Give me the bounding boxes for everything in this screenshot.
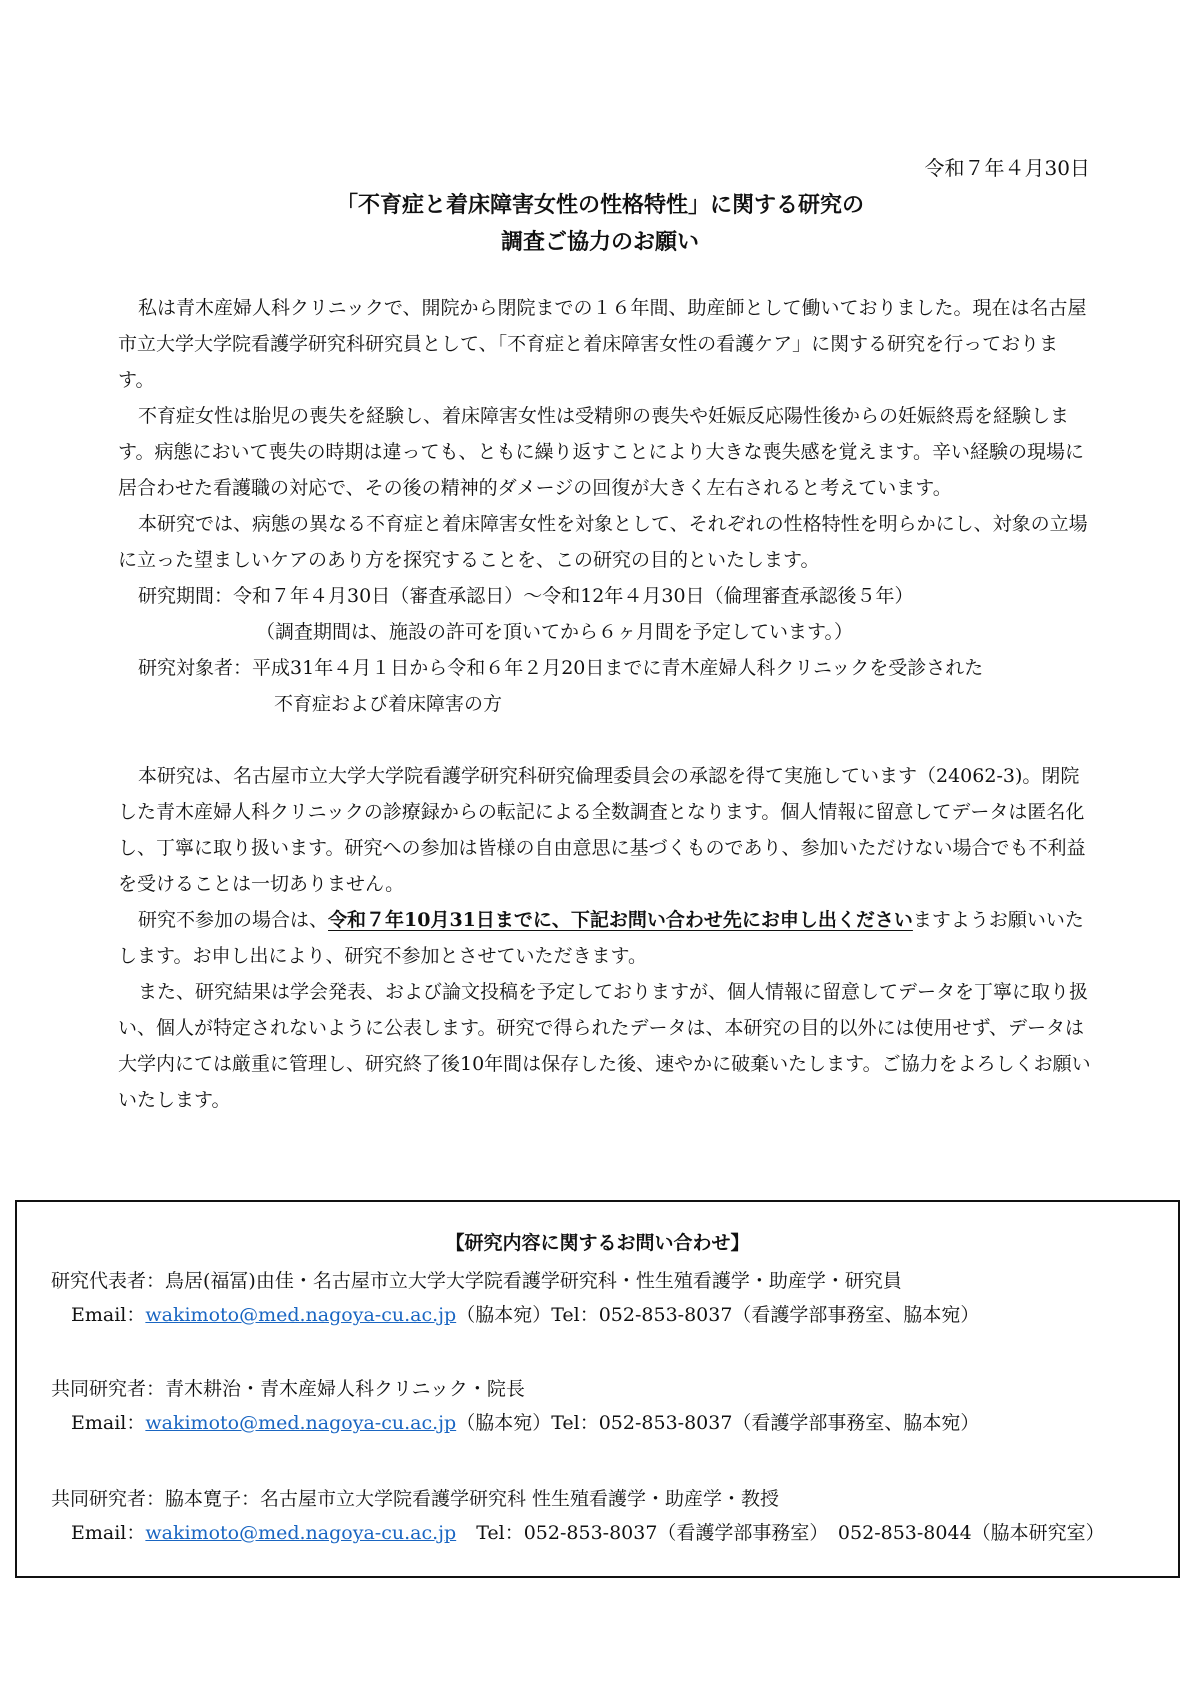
contact-coresearcher-2 xyxy=(51,1482,1105,1550)
study-period-note: （調査期間は、施設の許可を頂いてから６ヶ月間を予定しています。） xyxy=(256,621,853,643)
study-subjects-value: 平成31年４月１日から令和６年２月20日までに青木産婦人科クリニックを受診された xyxy=(252,657,984,679)
paragraph-opt-out xyxy=(118,902,1093,974)
contact-coresearcher-1 xyxy=(51,1372,979,1440)
email-link[interactable]: wakimoto@med.nagoya-cu.ac.jp xyxy=(145,1304,457,1326)
study-subjects-label: 研究対象者： xyxy=(138,657,253,679)
contact-representative-email-row xyxy=(51,1298,979,1332)
contact-coresearcher-1-email-row xyxy=(51,1406,979,1440)
study-subjects-value2: 不育症および着床障害の方 xyxy=(274,693,503,715)
study-subjects-row2 xyxy=(118,686,1093,722)
contact-representative-line: 研究代表者：鳥居(福冨)由佳・名古屋市立大学大学院看護学研究科・性生殖看護学・助産学・研究員 xyxy=(51,1270,902,1292)
contact-coresearcher-2-email-row xyxy=(51,1516,1105,1550)
paragraph-publication: また、研究結果は学会発表、および論文投稿を予定しておりますが、個人情報に留意してデータを丁寧に取り扱い、個人が特定されないように公表します。研究で得られたデータは、本研究の目的以外には使用せず、データは大学内にては厳重に管理し、研究終了後10年間は保存した後、速やかに破棄いたします。ご協力をよろしくお願いいたします。 xyxy=(118,981,1091,1111)
email-link[interactable]: wakimoto@med.nagoya-cu.ac.jp xyxy=(145,1522,457,1544)
contact-coresearcher-1-line: 共同研究者：青木耕治・青木産婦人科クリニック・院長 xyxy=(51,1378,525,1400)
study-subjects xyxy=(118,650,1093,686)
paragraph-background: 不育症女性は胎児の喪失を経験し、着床障害女性は受精卵の喪失や妊娠反応陽性後からの妊娠終焉を経験します。病態において喪失の時期は違っても、ともに繰り返すことにより大きな喪失感を覚えます。辛い経験の現場に居合わせた看護職の対応で、その後の精神的ダメージの回復が大きく左右されると考えています。 xyxy=(118,405,1084,499)
contact-coresearcher-2-line: 共同研究者：脇本寛子：名古屋市立大学院看護学研究科 性生殖看護学・助産学・教授 xyxy=(51,1488,780,1510)
document-title-line2: 調査ご協力のお願い xyxy=(500,230,699,255)
document-body xyxy=(118,290,1093,1118)
document-title-line1: 「不育症と着床障害女性の性格特性」に関する研究の xyxy=(335,193,864,218)
spacer xyxy=(118,722,1093,758)
email-label: Email： xyxy=(71,1522,146,1544)
contact-tail: （脇本宛）Tel：052-853-8037（看護学部事務室、脇本宛） xyxy=(456,1412,980,1434)
email-label: Email： xyxy=(71,1304,146,1326)
study-period xyxy=(118,578,1093,614)
paragraph-purpose: 本研究では、病態の異なる不育症と着床障害女性を対象として、それぞれの性格特性を明らかにし、対象の立場に立った望ましいケアのあり方を探究することを、この研究の目的といたします。 xyxy=(118,513,1088,571)
email-link[interactable]: wakimoto@med.nagoya-cu.ac.jp xyxy=(145,1412,457,1434)
opt-out-post: ますようお願いいたします。お申し出により、研究不参加とさせていただきます。 xyxy=(118,909,1084,967)
contact-box xyxy=(15,1200,1180,1578)
opt-out-pre: 研究不参加の場合は、 xyxy=(138,909,329,931)
paragraph-intro: 私は青木産婦人科クリニックで、開院から閉院までの１６年間、助産師として働いておりました。現在は名古屋市立大学大学院看護学研究科研究員として、「不育症と着床障害女性の看護ケア」に関する研究を行っております。 xyxy=(118,297,1087,391)
paragraph-ethics: 本研究は、名古屋市立大学大学院看護学研究科研究倫理委員会の承認を得て実施しています（24062-3)。閉院した青木産婦人科クリニックの診療録からの転記による全数調査となります。個人情報に留意してデータは匿名化し、丁寧に取り扱います。研究への参加は皆様の自由意思に基づくものであり、参加いただけない場合でも不利益を受けることは一切ありません。 xyxy=(118,765,1086,895)
email-label: Email： xyxy=(71,1412,146,1434)
contact-box-title: 【研究内容に関するお問い合わせ】 xyxy=(445,1232,750,1254)
contact-tail: Tel：052-853-8037（看護学部事務室） 052-853-8044（脇本研究室） xyxy=(476,1522,1105,1544)
opt-out-deadline: 令和７年10月31日までに、下記お問い合わせ先にお申し出ください xyxy=(328,909,913,931)
contact-representative xyxy=(51,1264,979,1332)
document-date: 令和７年４月30日 xyxy=(924,156,1090,180)
study-period-label: 研究期間： xyxy=(138,585,234,607)
study-period-note-row xyxy=(118,614,1093,650)
contact-tail: （脇本宛）Tel：052-853-8037（看護学部事務室、脇本宛） xyxy=(456,1304,980,1326)
study-period-value: 令和７年４月30日（審査承認日）～令和12年４月30日（倫理審査承認後５年） xyxy=(233,585,914,607)
